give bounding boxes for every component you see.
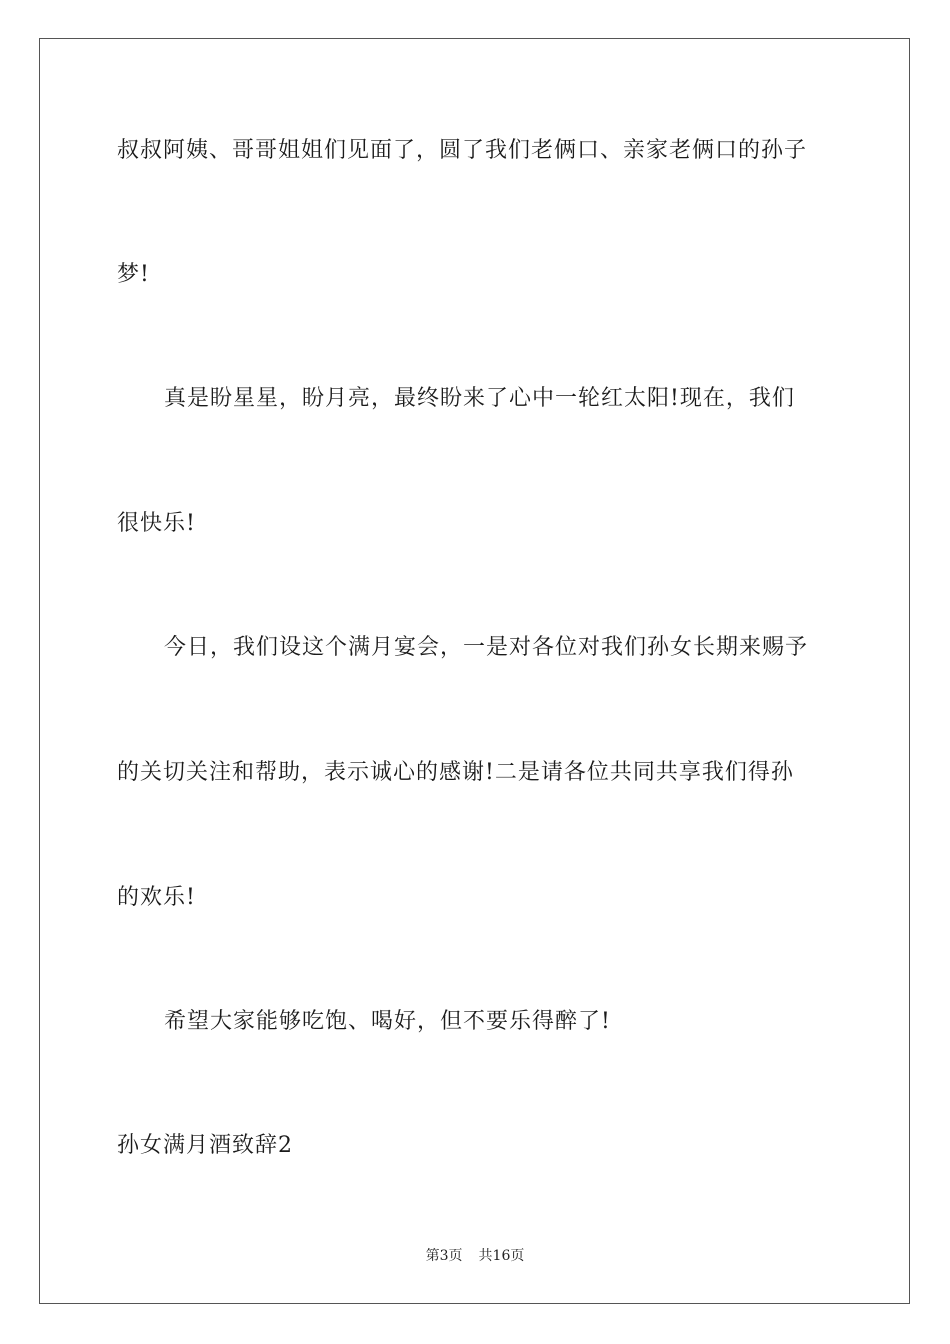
page-footer bbox=[0, 1246, 950, 1266]
body-line: 的欢乐! bbox=[117, 885, 196, 910]
paragraph-start-line: 真是盼星星，盼月亮，最终盼来了心中一轮红太阳!现在，我们 bbox=[164, 386, 795, 411]
page-border bbox=[39, 38, 910, 1304]
page-number: 第3页 bbox=[425, 1248, 463, 1264]
total-pages: 共16页 bbox=[478, 1248, 525, 1264]
paragraph-start-line: 希望大家能够吃饱、喝好，但不要乐得醉了! bbox=[164, 1009, 611, 1034]
section-heading: 孙女满月酒致辞2 bbox=[117, 1133, 293, 1158]
body-line: 的关切关注和帮助，表示诚心的感谢!二是请各位共同共享我们得孙 bbox=[117, 760, 794, 785]
body-line: 很快乐! bbox=[117, 511, 196, 536]
body-line: 叔叔阿姨、哥哥姐姐们见面了，圆了我们老俩口、亲家老俩口的孙子 bbox=[117, 138, 808, 163]
body-line: 梦! bbox=[117, 262, 150, 287]
paragraph-start-line: 今日，我们设这个满月宴会，一是对各位对我们孙女长期来赐予 bbox=[164, 635, 809, 660]
